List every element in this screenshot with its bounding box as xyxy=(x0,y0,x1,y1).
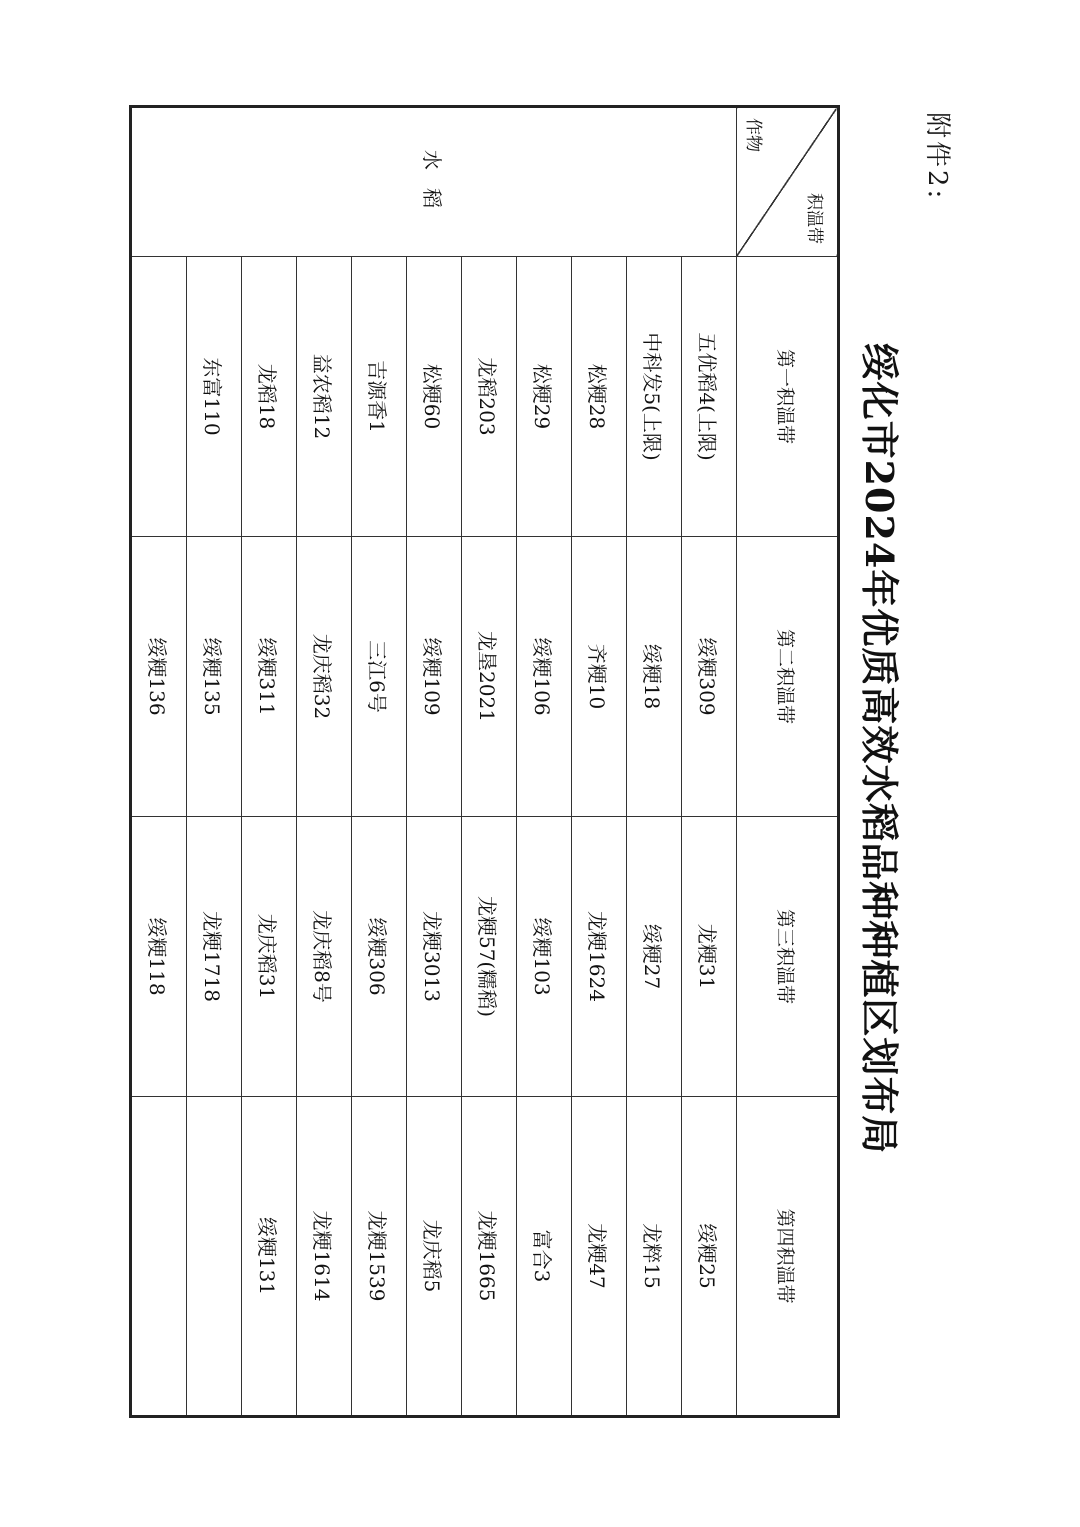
table-row xyxy=(517,107,572,1417)
variety-cell-zone-3: 龙粳3013 xyxy=(407,817,462,1097)
variety-cell-zone-2: 绥粳18 xyxy=(627,537,682,817)
variety-cell-zone-4: 龙粳1665 xyxy=(462,1097,517,1417)
variety-cell-zone-2: 绥粳136 xyxy=(131,537,187,817)
variety-cell-zone-1: 吉源香1 xyxy=(352,257,407,537)
variety-cell-zone-4: 龙粳1539 xyxy=(352,1097,407,1417)
variety-cell-zone-3: 龙粳57(糯稻) xyxy=(462,817,517,1097)
variety-cell-zone-4: 富合3 xyxy=(517,1097,572,1417)
table-row xyxy=(297,107,352,1417)
header-zone-2: 第二积温带 xyxy=(737,537,839,817)
variety-cell-zone-3: 龙粳1718 xyxy=(187,817,242,1097)
header-zone-3: 第三积温带 xyxy=(737,817,839,1097)
table-row xyxy=(407,107,462,1417)
variety-cell-zone-1: 东富110 xyxy=(187,257,242,537)
variety-cell-zone-1: 五优稻4(上限) xyxy=(682,257,737,537)
variety-cell-zone-4: 绥粳25 xyxy=(682,1097,737,1417)
table-row xyxy=(627,107,682,1417)
variety-cell-zone-4 xyxy=(131,1097,187,1417)
variety-cell-zone-4: 龙粳1614 xyxy=(297,1097,352,1417)
variety-zoning-table xyxy=(129,105,840,1418)
variety-cell-zone-1: 龙稻203 xyxy=(462,257,517,537)
table-row xyxy=(242,107,297,1417)
table-row xyxy=(462,107,517,1417)
header-zone-4: 第四积温带 xyxy=(737,1097,839,1417)
variety-cell-zone-1: 松粳60 xyxy=(407,257,462,537)
variety-cell-zone-1: 中科发5(上限) xyxy=(627,257,682,537)
variety-cell-zone-4: 龙庆稻5 xyxy=(407,1097,462,1417)
variety-cell-zone-3: 龙庆稻31 xyxy=(242,817,297,1097)
variety-cell-zone-1: 龙稻18 xyxy=(242,257,297,537)
variety-cell-zone-3: 龙粳31 xyxy=(682,817,737,1097)
variety-cell-zone-2: 龙垦2021 xyxy=(462,537,517,817)
attachment-label: 附件2: xyxy=(922,112,952,202)
variety-cell-zone-4 xyxy=(187,1097,242,1417)
crop-cell: 水 稻 xyxy=(131,107,737,257)
variety-cell-zone-2: 三江6号 xyxy=(352,537,407,817)
variety-cell-zone-2: 齐粳10 xyxy=(572,537,627,817)
variety-cell-zone-2: 绥粳135 xyxy=(187,537,242,817)
variety-cell-zone-3: 绥粳103 xyxy=(517,817,572,1097)
document-title: 绥化市2024年优质高效水稻品种种植区划布局 xyxy=(857,342,902,1155)
table-header-row xyxy=(737,107,839,1417)
variety-cell-zone-2: 绥粳311 xyxy=(242,537,297,817)
variety-cell-zone-1: 松粳28 xyxy=(572,257,627,537)
variety-cell-zone-2: 绥粳109 xyxy=(407,537,462,817)
variety-cell-zone-3: 绥粳306 xyxy=(352,817,407,1097)
variety-cell-zone-4: 龙粹15 xyxy=(627,1097,682,1417)
variety-cell-zone-3: 龙粳1624 xyxy=(572,817,627,1097)
variety-cell-zone-4: 龙粳47 xyxy=(572,1097,627,1417)
table-row xyxy=(131,107,187,1417)
variety-cell-zone-3: 绥粳27 xyxy=(627,817,682,1097)
header-zone-1: 第一积温带 xyxy=(737,257,839,537)
variety-cell-zone-2: 龙庆稻32 xyxy=(297,537,352,817)
variety-cell-zone-1: 益农稻12 xyxy=(297,257,352,537)
table-row xyxy=(352,107,407,1417)
table-row xyxy=(682,107,737,1417)
variety-cell-zone-3: 绥粳118 xyxy=(131,817,187,1097)
variety-cell-zone-2: 绥粳309 xyxy=(682,537,737,817)
table-row xyxy=(572,107,627,1417)
crop-corner-label: 作物 xyxy=(743,118,763,152)
corner-header-cell xyxy=(737,107,839,257)
variety-cell-zone-1: 松粳29 xyxy=(517,257,572,537)
variety-cell-zone-1 xyxy=(131,257,187,537)
variety-cell-zone-3: 龙庆稻8号 xyxy=(297,817,352,1097)
variety-cell-zone-4: 绥粳131 xyxy=(242,1097,297,1417)
band-corner-label: 积温带 xyxy=(804,193,824,244)
table-row xyxy=(187,107,242,1417)
variety-cell-zone-2: 绥粳106 xyxy=(517,537,572,817)
